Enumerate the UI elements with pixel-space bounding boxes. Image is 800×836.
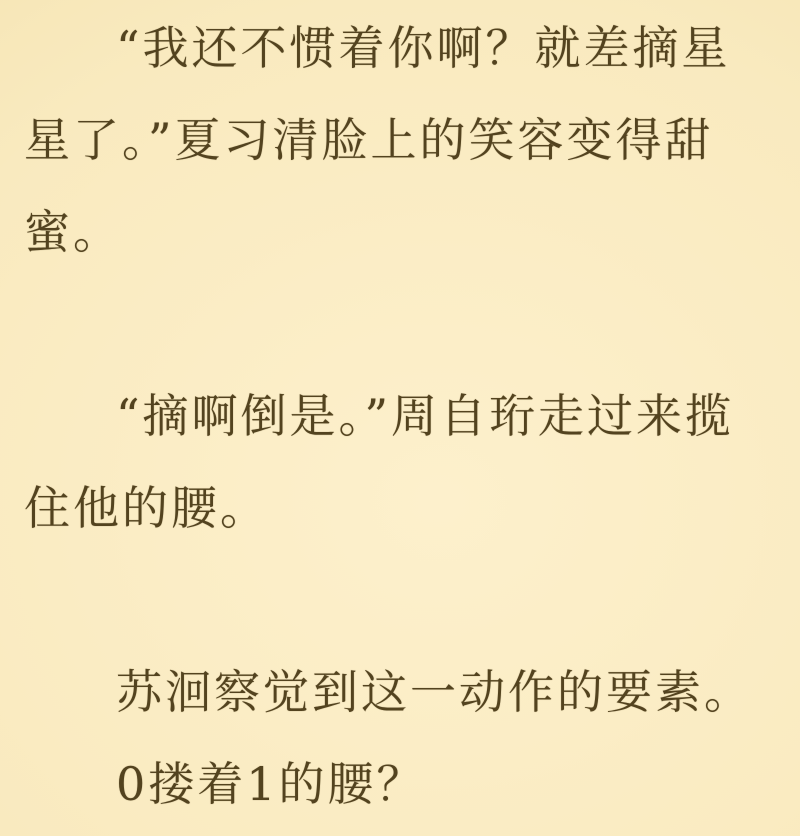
paragraph-3: 苏洄察觉到这一动作的要素。 — [116, 665, 753, 719]
paragraph-2: “摘啊倒是。”周自珩走过来揽住他的腰。 — [24, 389, 735, 535]
paragraph-4: 0搂着1的腰？ — [116, 757, 426, 811]
paragraph-1: “我还不惯着你啊？就差摘星星了。”夏习清脸上的笑容变得甜蜜。 — [24, 21, 731, 259]
